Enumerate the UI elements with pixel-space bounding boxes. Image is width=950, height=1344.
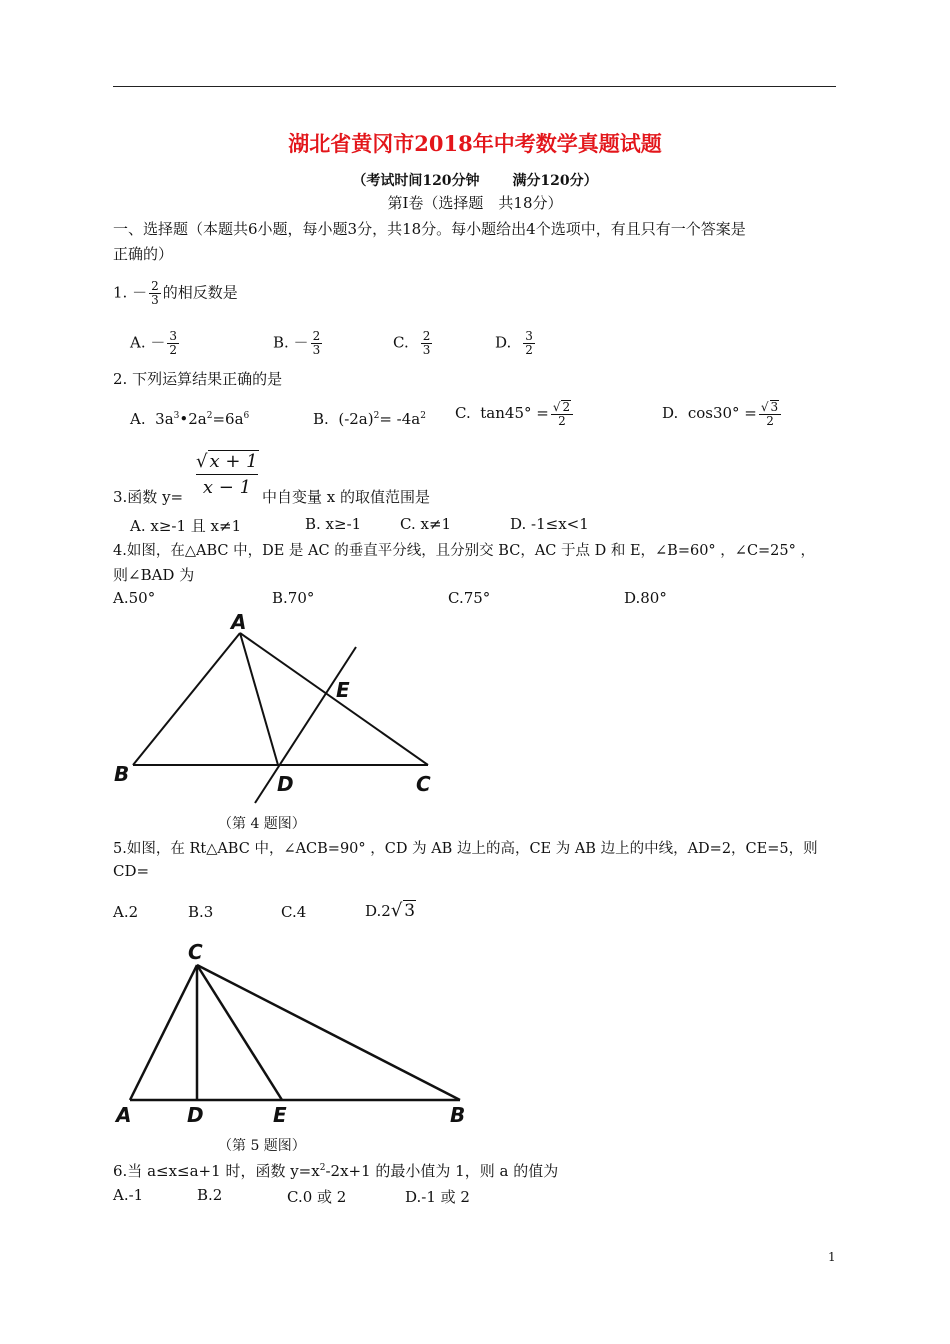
- q2-option-d[interactable]: D. cos30° = $\frac{√ 3}{2}$: [662, 400, 783, 428]
- q6-option-c[interactable]: C.0 或 2: [287, 1188, 347, 1206]
- q5-label-e: E: [273, 1103, 287, 1127]
- q4-caption: （第 4 题图）: [218, 816, 306, 832]
- q4-side-ac: [240, 633, 428, 765]
- q4-option-c[interactable]: C.75°: [448, 589, 491, 607]
- q4-label-b: B: [114, 762, 130, 786]
- q5-caption: （第 5 题图）: [218, 1138, 306, 1154]
- q4-line1: 4.如图，在△ABC 中，DE 是 AC 的垂直平分线，且分别交 BC，AC 于点 D 和 E，∠B=60° ，∠C=25° ，: [113, 543, 815, 559]
- q6-option-a[interactable]: A.-1: [113, 1186, 144, 1204]
- q4-label-d: D: [277, 772, 294, 796]
- q5-side-cb: [197, 965, 460, 1100]
- q3-prefix: 3.函数 y=: [113, 488, 184, 506]
- section-intro-line1: 一、选择题（本题共6小题，每小题3分，共18分。每小题给出4个选项中，有且只有一个答案是: [113, 220, 746, 238]
- q6-option-b[interactable]: B.2: [197, 1186, 223, 1204]
- q4-side-ab: [133, 633, 240, 765]
- q3-option-b[interactable]: B. x≥-1: [305, 515, 362, 533]
- q3-option-c[interactable]: C. x≠1: [400, 515, 452, 533]
- q2-option-b[interactable]: B. $(-2a)^2= -4a^2$: [313, 410, 426, 428]
- q5-line2: CD=: [113, 862, 150, 880]
- q5-median-ce: [197, 965, 282, 1100]
- q4-option-d[interactable]: D.80°: [624, 589, 667, 607]
- header-rule: [113, 86, 836, 87]
- q4-option-b[interactable]: B.70°: [272, 589, 315, 607]
- q3-option-a[interactable]: A. x≥-1 且 x≠1: [130, 517, 242, 535]
- q4-figure: [110, 605, 460, 810]
- q3-fraction: √ x + 1 x − 1: [196, 451, 258, 498]
- q1-fraction: $\frac{2}{3}$: [151, 279, 159, 307]
- q5-figure: [110, 935, 475, 1130]
- q1-suffix: 的相反数是: [162, 283, 238, 302]
- q6-option-d[interactable]: D.-1 或 2: [405, 1188, 470, 1206]
- part-title: 第Ⅰ卷（选择题 共18分）: [387, 194, 563, 212]
- q5-label-d: D: [187, 1103, 204, 1127]
- q4-label-e: E: [336, 678, 350, 702]
- exam-score: 满分120分）: [512, 173, 598, 189]
- question-6: 6.当 a≤x≤a+1 时，函数 $y=x^2-2x+1$ 的最小值为 1，则 a 的值为: [113, 1162, 559, 1180]
- exam-info: [0, 170, 950, 190]
- q5-option-c[interactable]: C.4: [281, 903, 307, 921]
- q4-label-c: C: [416, 772, 431, 796]
- question-2: 2. 下列运算结果正确的是: [113, 370, 283, 388]
- q3-option-d[interactable]: D. -1≤x<1: [510, 515, 589, 533]
- q4-option-a[interactable]: A.50°: [113, 589, 156, 607]
- q2-option-a[interactable]: A. $3a^3•2a^2=6a^6$: [130, 410, 250, 428]
- q5-option-a[interactable]: A.2: [113, 903, 139, 921]
- q5-line1: 5.如图，在 Rt△ABC 中，∠ACB=90° ，CD 为 AB 边上的高，CE 为 AB 边上的中线，AD=2，CE=5，则: [113, 841, 818, 857]
- section-intro-line2: 正确的）: [113, 245, 174, 263]
- page-number: 1: [828, 1250, 836, 1264]
- q1-option-a[interactable]: A. － $\frac{3}{2}$: [130, 329, 178, 357]
- question-1: [113, 280, 238, 307]
- q5-label-b: B: [450, 1103, 466, 1127]
- q4-line2: 则∠BAD 为: [113, 566, 195, 584]
- q5-option-d[interactable]: D.2√ 3: [365, 900, 416, 921]
- q5-option-b[interactable]: B.3: [188, 903, 214, 921]
- q4-label-a: A: [231, 610, 247, 634]
- q5-side-ac: [130, 965, 197, 1100]
- q4-bisector-de: [255, 647, 356, 803]
- q2-option-c[interactable]: C. tan45° = $\frac{√ 2}{2}$: [455, 400, 575, 428]
- q5-label-c: C: [188, 940, 203, 964]
- page-title: 湖北省黄冈市2018年中考数学真题试题: [288, 131, 662, 156]
- exam-time: （考试时间120分钟: [352, 173, 480, 189]
- q3-suffix: 中自变量 x 的取值范围是: [262, 488, 430, 506]
- q1-option-c[interactable]: C. $\frac{2}{3}$: [393, 329, 431, 357]
- q4-segment-ad: [240, 633, 278, 765]
- q5-label-a: A: [116, 1103, 132, 1127]
- q1-prefix: 1. －: [113, 283, 148, 302]
- q1-option-b[interactable]: B. － $\frac{2}{3}$: [273, 329, 321, 357]
- q1-option-d[interactable]: D. $\frac{3}{2}$: [495, 329, 533, 357]
